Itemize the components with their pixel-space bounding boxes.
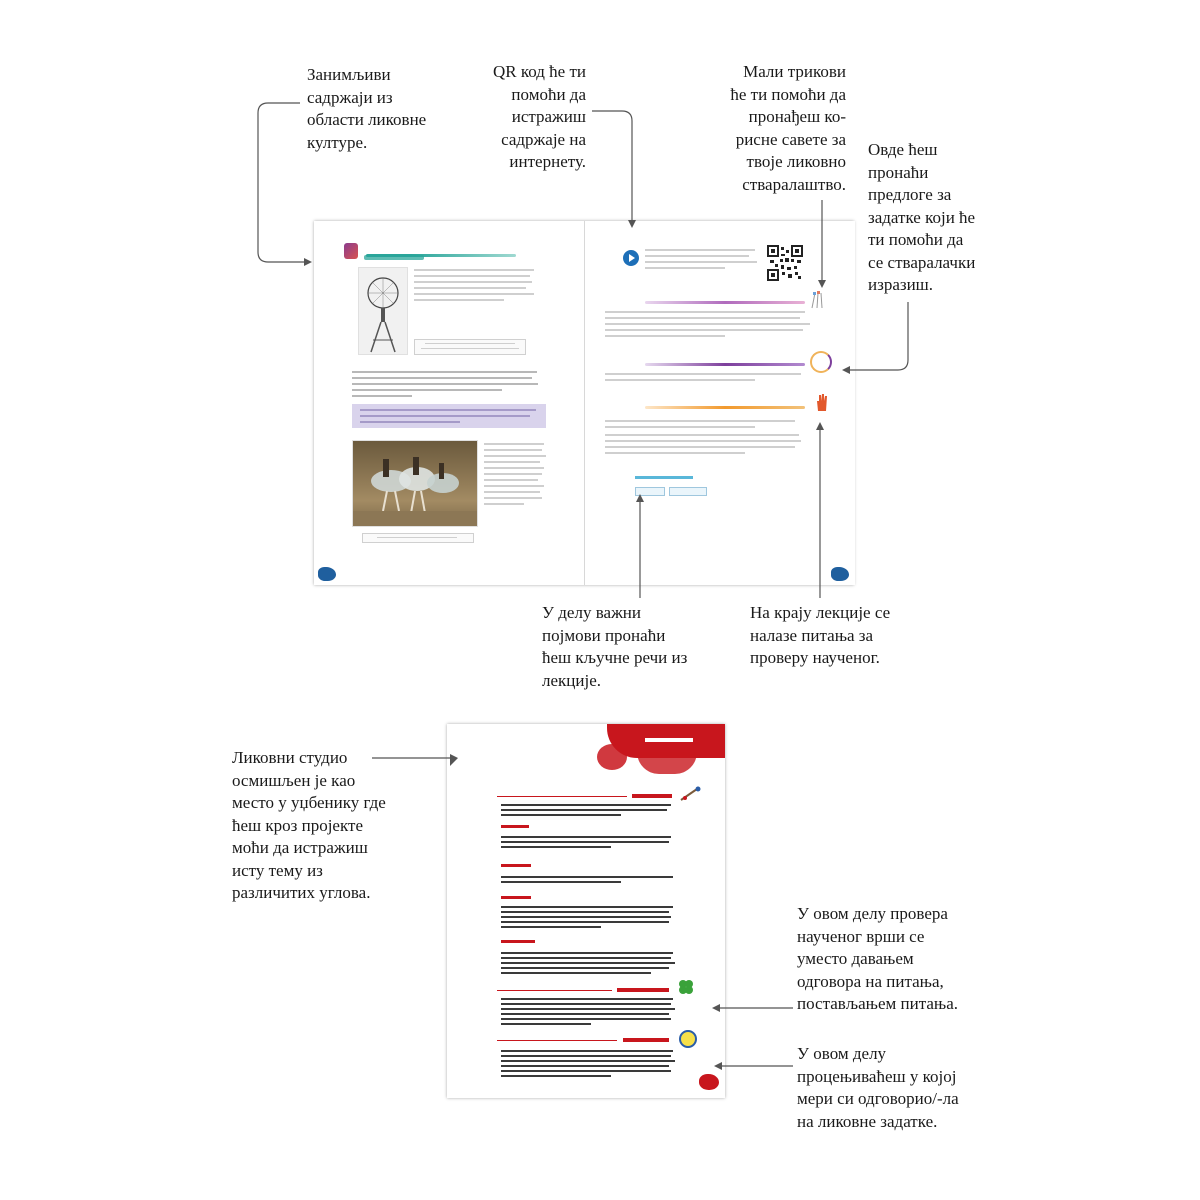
project-title (632, 794, 672, 798)
textbook-spread (314, 221, 854, 585)
callout-suggestions: Овде ћеш пронаћи предлоге за задатке који ће ти помоћи да се стваралачки изразиш. (868, 140, 976, 294)
studio-title (645, 738, 693, 742)
self-assessment-title (623, 1038, 669, 1042)
palette-swirl-icon (810, 351, 832, 373)
left-page (314, 221, 582, 585)
small-tricks-bar (645, 301, 805, 304)
hand-print-icon (815, 393, 829, 411)
key-term-chip (669, 487, 707, 496)
play-icon (623, 250, 639, 266)
callout-qr-code: QR код ће ти помоћи да истражиш садржаје на интернету. (493, 62, 586, 171)
callout-key-terms: У делу важни појмови пронаћи ћеш кључне речи из лекције. (542, 603, 688, 690)
right-page (584, 221, 855, 585)
left-page-number (318, 567, 336, 581)
callout-interesting-content: Занимљиви садржаји из области ликовне културе. (307, 65, 427, 152)
suggestions-bar (645, 363, 805, 366)
callout-self-assessment: У овом делу процењиваћеш у којој мери си одговорио/-ла на ликовне задатке. (797, 1044, 959, 1131)
highlight-box (352, 404, 546, 428)
clover-icon (677, 978, 695, 996)
key-term-chip (635, 487, 665, 496)
asking-questions-title (617, 988, 669, 992)
qr-code-icon (767, 245, 803, 281)
creative-task-bar (645, 406, 805, 409)
brush-icon (809, 291, 827, 309)
painting-caption (362, 533, 474, 543)
callout-asking-questions: У овом делу провера наученог врши се уместо давањем одговора на питања, постављањем питања. (797, 904, 958, 1013)
right-page-number (831, 567, 849, 581)
callout-art-studio: Ликовни студио осмишљен је као место у уџбенику где ћеш кроз пројекте моћи да истражиш исту тему из различитих углова. (232, 748, 386, 902)
art-studio-page (447, 724, 725, 1098)
image-caption (414, 339, 526, 355)
key-terms-title (635, 476, 693, 479)
paint-brush-icon (679, 786, 701, 802)
palette-icon (344, 243, 358, 259)
studio-page-number (699, 1074, 719, 1090)
callout-end-questions: На крају лекције се налазе питања за проверу наученог. (750, 603, 891, 667)
bicycle-wheel-image (358, 267, 408, 355)
ballet-painting (352, 440, 478, 527)
callout-small-tricks: Мали трикови ће ти помоћи да пронађеш ко- рисне савете за твоје ликовно стваралаштво. (730, 62, 846, 194)
star-face-icon (679, 1030, 697, 1048)
